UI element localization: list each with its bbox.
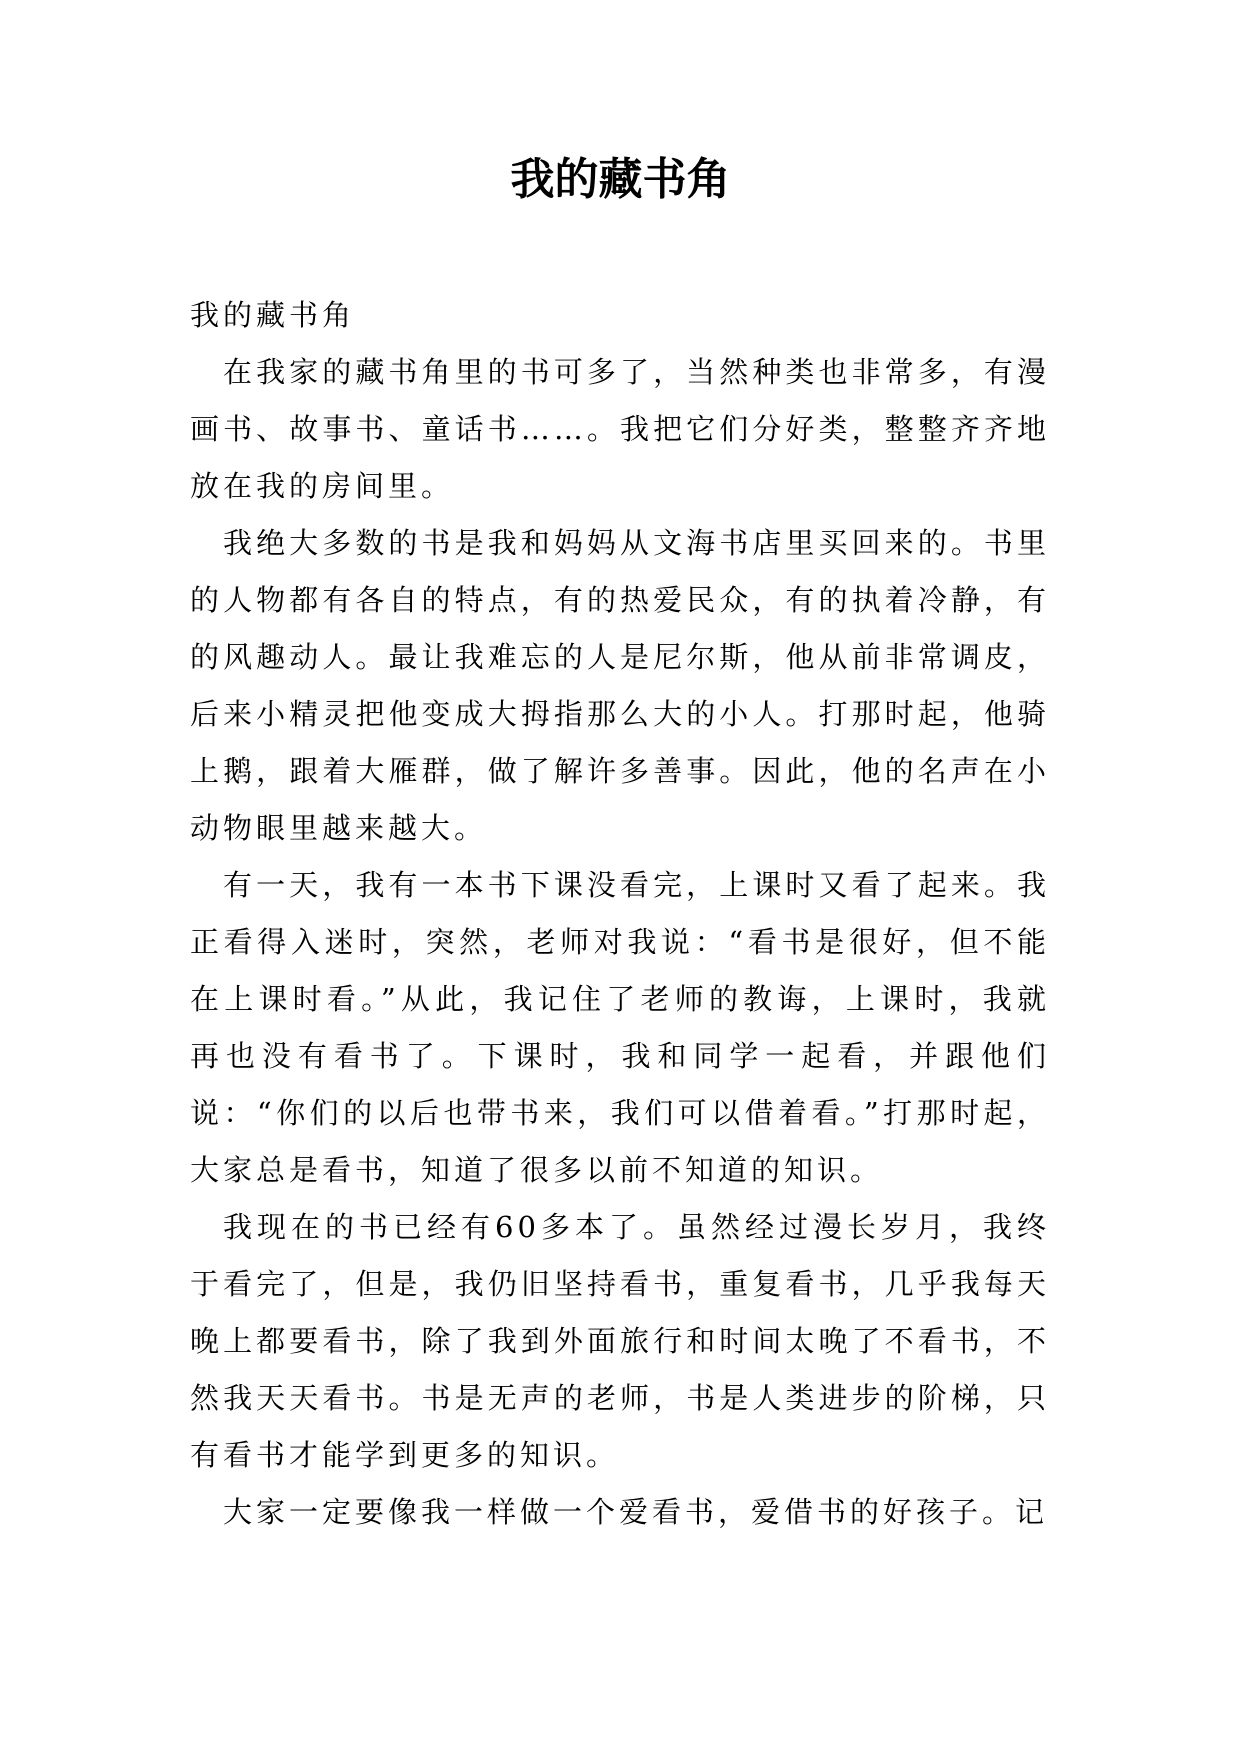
document-body [190,287,1050,1541]
paragraph-2: 我绝大多数的书是我和妈妈从文海书店里买回来的。书里的人物都有各自的特点，有的热爱民众，有的执着冷静，有的风趣动人。最让我难忘的人是尼尔斯，他从前非常调皮，后来小精灵把他变成大拇指那么大的小人。打那时起，他骑上鹅，跟着大雁群，做了解许多善事。因此，他的名声在小动物眼里越来越大。 [190,526,1050,845]
document-title: 我的藏书角 [510,154,731,205]
paragraph-3: 有一天，我有一本书下课没看完，上课时又看了起来。我正看得入迷时，突然，老师对我说：“看书是很好，但不能在上课时看。”从此，我记住了老师的教诲，上课时，我就再也没有看书了。下课时，我和同学一起看，并跟他们说：“你们的以后也带书来，我们可以借着看。”打那时起，大家总是看书，知道了很多以前不知道的知识。 [190,868,1050,1187]
paragraph-4: 我现在的书已经有60多本了。虽然经过漫长岁月，我终于看完了，但是，我仍旧坚持看书，重复看书，几乎我每天晚上都要看书，除了我到外面旅行和时间太晚了不看书，不然我天天看书。书是无声的老师，书是人类进步的阶梯，只有看书才能学到更多的知识。 [190,1210,1050,1472]
subtitle-line: 我的藏书角 [190,298,356,332]
paragraph-5: 大家一定要像我一样做一个爱看书，爱借书的好孩子。记 [223,1495,1049,1529]
paragraph-1: 在我家的藏书角里的书可多了，当然种类也非常多，有漫画书、故事书、童话书……。我把它们分好类，整整齐齐地放在我的房间里。 [190,355,1050,503]
